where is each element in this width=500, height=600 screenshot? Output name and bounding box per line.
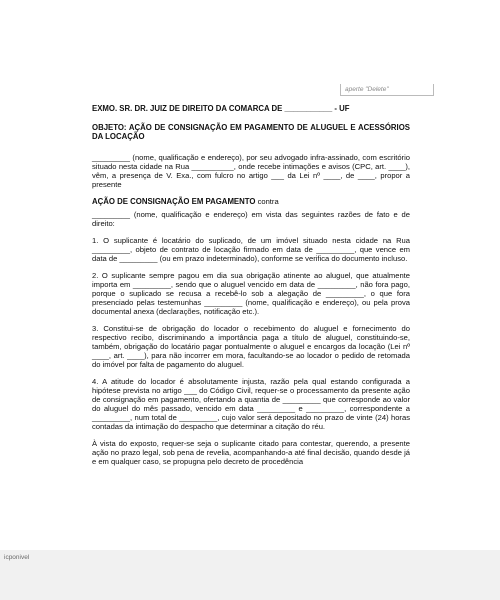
- acao-suffix: contra: [255, 197, 279, 206]
- objeto-heading: OBJETO: AÇÃO DE CONSIGNAÇÃO EM PAGAMENTO DE ALUGUEL E ACESSÓRIOS DA LOCAÇÃO: [92, 123, 410, 141]
- acao-line: [92, 197, 410, 206]
- paragraph-3: 3. Constitui-se de obrigação do locador o recebimento do aluguel e fornecimento do respectivo recibo, discriminando a importância paga a título de aluguel, constituindo-se, também, obrigação do locatário pagar pontualmente o aluguel e encargos da locação (Lei nº ____, art. ____), para não incorrer em mora, facultando-se ao locador o pedido de retomada do imóvel por falta de pagamento do aluguel.: [92, 324, 410, 369]
- acao-title: AÇÃO DE CONSIGNAÇÃO EM PAGAMENTO: [92, 197, 256, 206]
- delete-hint-box[interactable]: aperte "Delete": [340, 84, 434, 96]
- paragraph-1: 1. O suplicante é locatário do suplicado, de um imóvel situado nesta cidade na Rua _________, objeto de contrato de locação firmado em data de _________, que vence em data de _________ (ou em prazo indeterminado), conforme se verifica do documento incluso.: [92, 236, 410, 263]
- paragraph-4: 4. A atitude do locador é absolutamente injusta, razão pela qual estando configurada a hipótese prevista no artigo ___ do Código Civil, requer-se o processamento da presente ação de consignação em pagamento, ofertando a quantia de _________ que corresponde ao valor do aluguel do mês passado, vencido em data _________ e _________, correspondente a _________, num total de _________, cujo valor será depositado no prazo de vinte (24) horas contadas da intimação do despacho que determinar a citação do réu.: [92, 377, 410, 431]
- document-body: [92, 104, 410, 474]
- paragraph-2: 2. O suplicante sempre pagou em dia sua obrigação atinente ao aluguel, que atualmente importa em _________, sendo que o aluguel vencido em data de _________, não fora pago, porque o suplicado se recusa a recebê-lo sob a alegação de _________, o que fora presenciado pelas testemunhas _________ (nome, qualificação e endereço), ou pela prova documental anexa (declarações, notificação etc.).: [92, 271, 410, 316]
- intro-paragraph: _________ (nome, qualificação e endereço), por seu advogado infra-assinado, com escritório situado nesta cidade na Rua __________, onde recebe intimações e avisos (CPC, art. ____), vêm, a presença de V. Exa., com fulcro no artigo ___ da Lei nº ____, de ____, propor a presente: [92, 153, 410, 189]
- defendant-paragraph: _________ (nome, qualificação e endereço) em vista das seguintes razões de fato e de direito:: [92, 210, 410, 228]
- paragraph-5: À vista do exposto, requer-se seja o suplicante citado para contestar, querendo, a presente ação no prazo legal, sob pena de revelia, acompanhando-a até final decisão, quando desde já e em qualquer caso, se propugna pelo decreto de procedência: [92, 439, 410, 466]
- footer-bar: [0, 550, 500, 600]
- footer-label: icponivel: [4, 554, 30, 561]
- court-address: EXMO. SR. DR. JUIZ DE DIREITO DA COMARCA DE ___________ - UF: [92, 104, 350, 113]
